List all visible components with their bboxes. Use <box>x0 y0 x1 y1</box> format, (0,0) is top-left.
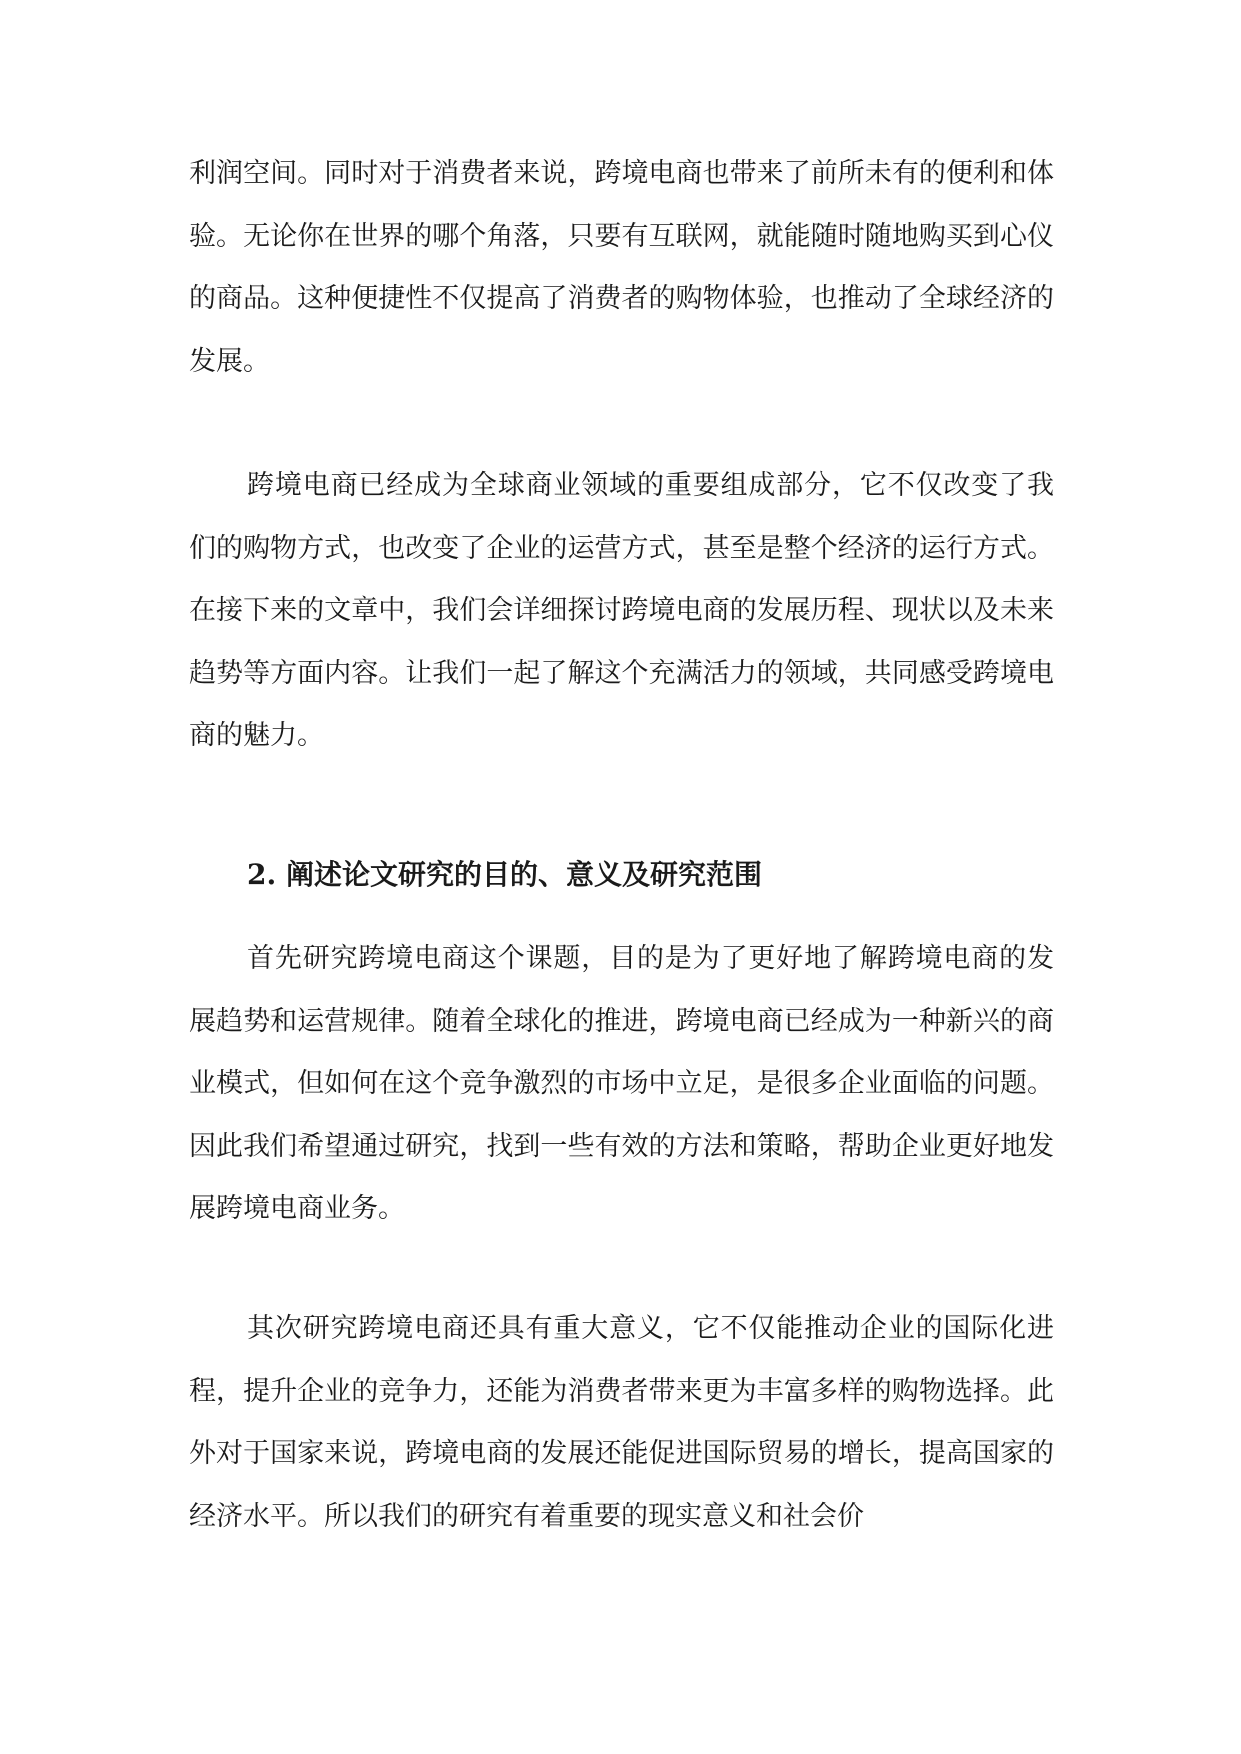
paragraph-continued: 利润空间。同时对于消费者来说，跨境电商也带来了前所未有的便利和体验。无论你在世界的哪个角落，只要有互联网，就能随时随地购买到心仪的商品。这种便捷性不仅提高了消费者的购物体验，也推动了全球经济的发展。 <box>189 158 1054 377</box>
paragraph: 首先研究跨境电商这个课题，目的是为了更好地了解跨境电商的发展趋势和运营规律。随着全球化的推进，跨境电商已经成为一种新兴的商业模式，但如何在这个竞争激烈的市场中立足，是很多企业面临的问题。因此我们希望通过研究，找到一些有效的方法和策略，帮助企业更好地发展跨境电商业务。 <box>189 943 1054 1224</box>
paragraph: 其次研究跨境电商还具有重大意义，它不仅能推动企业的国际化进程，提升企业的竞争力，还能为消费者带来更为丰富多样的购物选择。此外对于国家来说，跨境电商的发展还能促进国际贸易的增长，提高国家的经济水平。所以我们的研究有着重要的现实意义和社会价 <box>189 1313 1054 1532</box>
paragraph: 跨境电商已经成为全球商业领域的重要组成部分，它不仅改变了我们的购物方式，也改变了企业的运营方式，甚至是整个经济的运行方式。在接下来的文章中，我们会详细探讨跨境电商的发展历程、现状以及未来趋势等方面内容。让我们一起了解这个充满活力的领域，共同感受跨境电商的魅力。 <box>189 470 1054 751</box>
section-heading: 2. 阐述论文研究的目的、意义及研究范围 <box>247 858 762 891</box>
